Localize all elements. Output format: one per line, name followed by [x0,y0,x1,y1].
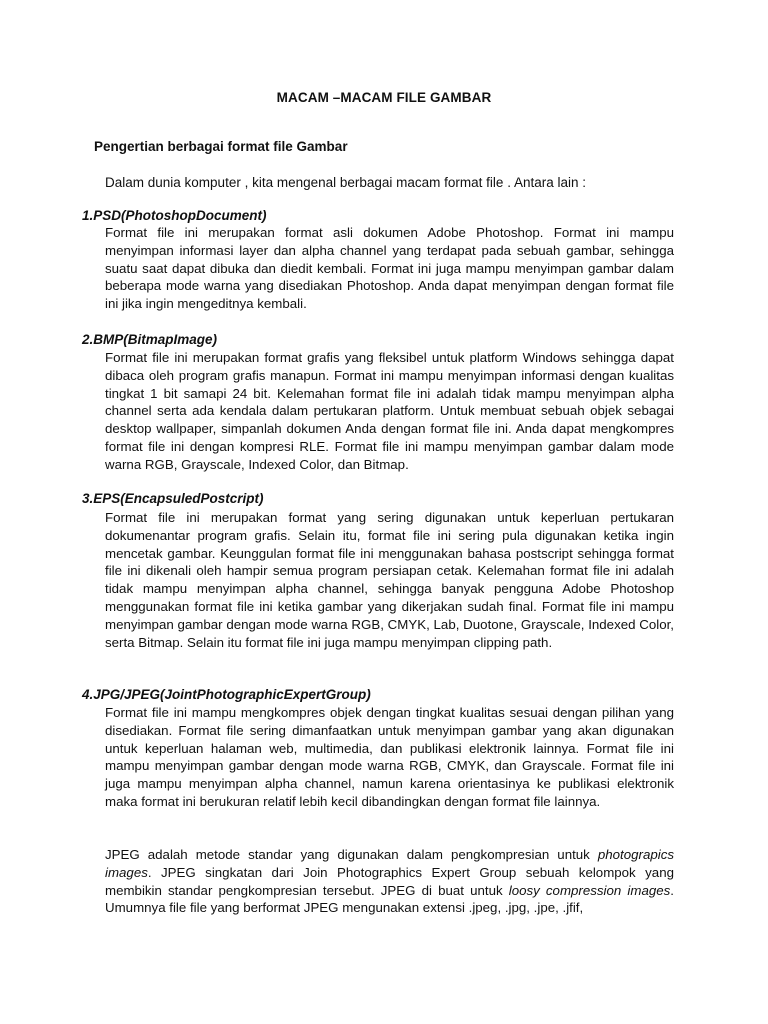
jpeg-paragraph [105,846,674,917]
section-body-text: Format file ini merupakan format yang sering digunakan untuk keperluan pertukaran dokumenantar program grafis. Selain itu, format file ini sering pula digunakan ketika ingin mencetak gambar. Keunggulan format file ini menggunakan bahasa postscript sehingga format file ini dikenali oleh hampir semua program persiapan cetak. Kelemahan format file ini adalah tidak mampu menyimpan alpha channel, sehingga banyak pengguna Adobe Photoshop menggunakan format file ini ketika gambar yang dikerjakan sudah final. Format file ini mampu menyimpan gambar dengan mode warna RGB, CMYK, Lab, Duotone, Grayscale, Indexed Color, serta Bitmap. Selain itu format file ini juga mampu menyimpan clipping path. [105,510,674,650]
intro-text: Dalam dunia komputer , kita mengenal berbagai macam format file . Antara lain : [105,175,586,190]
section-body-psd [105,224,674,313]
section-heading-eps: 3.EPS(EncapsuledPostcript) [82,491,264,506]
jpeg-paragraph-text [105,846,674,917]
section-body-bmp [105,349,674,474]
section-body-text: Format file ini merupakan format grafis yang fleksibel untuk platform Windows sehingga dapat dibaca oleh program grafis manapun. Format ini mampu menyimpan informasi dengan kualitas tingkat 1 bit samapi 24 bit. Kelemahan format file ini adalah tidak mampu menyimpan alpha channel serta ada kendala dalam pertukaran platform. Untuk membuat sebuah objek sebagai desktop wallpaper, simpanlah dokumen Anda dengan format file ini. Anda dapat mengkompres format file ini dengan kompresi RLE. Format file ini mampu menyimpan gambar dalam mode warna RGB, Grayscale, Indexed Color, dan Bitmap. [105,350,674,472]
jpeg-text-2: . JPEG singkatan dari Join Photographics Expert Group sebuah kelompok yang membikin standar pengkompresian tersebut. JPEG di buat untuk [105,864,674,898]
jpeg-italic-2: loosy compression images [508,882,671,898]
section-heading-psd: 1.PSD(PhotoshopDocument) [82,208,267,223]
section-body-text: Format file ini merupakan format asli dokumen Adobe Photoshop. Format ini mampu menyimpan informasi layer dan alpha channel yang terdapat pada sebuah gambar, sehingga suatu saat dapat dibuka dan diedit kembali. Format ini juga mampu menyimpan gambar dalam beberapa mode warna yang disediakan Photoshop. Anda dapat menyimpan dengan format file ini jika ingin mengeditnya kembali. [105,225,674,312]
jpeg-text-1: JPEG adalah metode standar yang digunakan dalam pengkompresian untuk [105,847,598,862]
jpeg-text-3: . Umumnya file file yang berformat JPEG mengunakan extensi .jpeg, .jpg, .jpe, .jfif, [105,882,674,916]
section-body-text: Format file ini mampu mengkompres objek dengan tingkat kualitas sesuai dengan pilihan yang disediakan. Format file sering dimanfaatkan untuk menyimpan gambar yang akan digunakan untuk keperluan halaman web, multimedia, dan publikasi elektronik lainnya. Format file ini mampu menyimpan gambar dengan mode warna RGB, CMYK, dan Grayscale. Format file ini juga mampu menyimpan alpha channel, namun karena orientasinya ke publikasi elektronik maka format ini berukuran relatif lebih kecil dibandingkan dengan format file lainnya. [105,705,674,809]
document-title: MACAM –MACAM FILE GAMBAR [276,90,492,105]
section-body-jpeg [105,704,674,811]
section-heading-bmp: 2.BMP(BitmapImage) [82,332,218,347]
section-body-eps [105,509,674,651]
jpeg-italic-1: photograpics images [105,847,674,880]
section-heading-jpeg: 4.JPG/JPEG(JointPhotographicExpertGroup) [82,687,371,702]
document-subtitle: Pengertian berbagai format file Gambar [94,139,348,154]
